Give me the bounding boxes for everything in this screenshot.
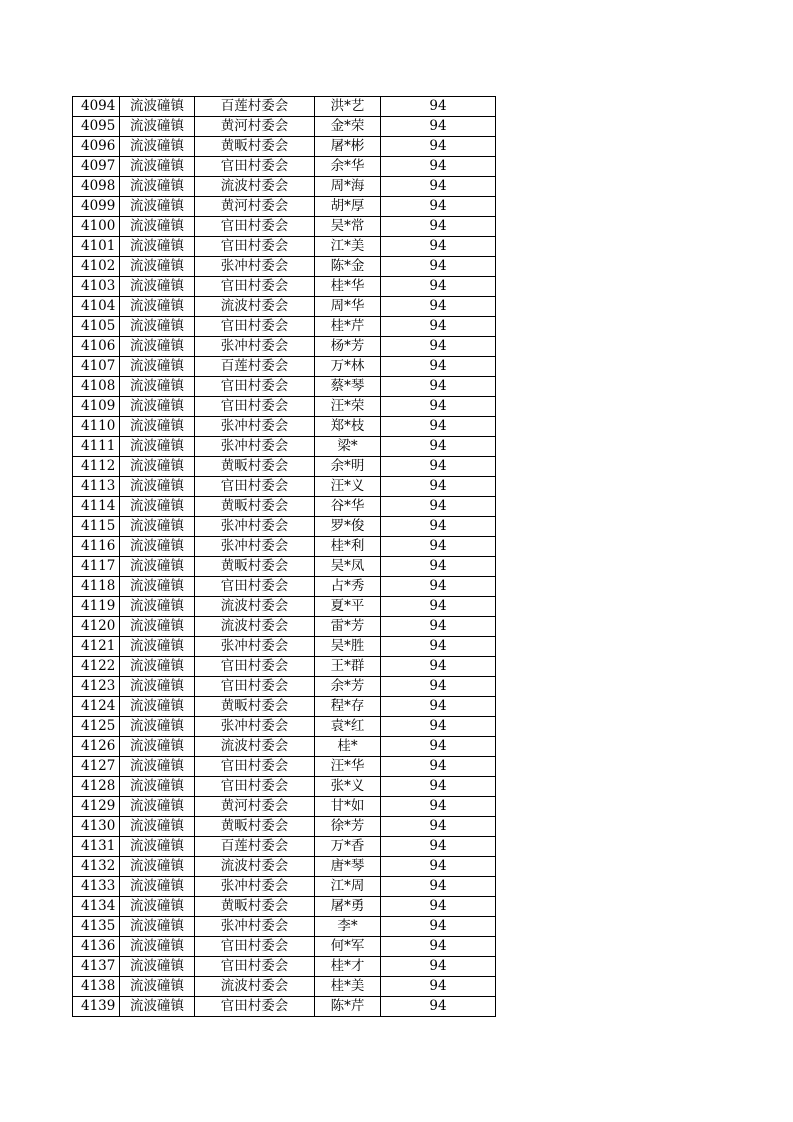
person-name-cell: 江*周 [315,877,381,897]
town-cell: 流波䃥镇 [120,597,195,617]
score-cell: 94 [381,997,496,1017]
row-number-cell: 4098 [73,177,120,197]
table-row [73,277,496,297]
table-row [73,337,496,357]
score-cell: 94 [381,217,496,237]
table-row [73,157,496,177]
table-row [73,297,496,317]
village-cell: 官田村委会 [195,157,315,177]
score-cell: 94 [381,637,496,657]
town-cell: 流波䃥镇 [120,917,195,937]
row-number-cell: 4103 [73,277,120,297]
row-number-cell: 4121 [73,637,120,657]
town-cell: 流波䃥镇 [120,957,195,977]
village-cell: 张冲村委会 [195,537,315,557]
person-name-cell: 程*存 [315,697,381,717]
town-cell: 流波䃥镇 [120,877,195,897]
person-name-cell: 吴*常 [315,217,381,237]
village-cell: 张冲村委会 [195,517,315,537]
town-cell: 流波䃥镇 [120,137,195,157]
table-row [73,457,496,477]
town-cell: 流波䃥镇 [120,937,195,957]
row-number-cell: 4138 [73,977,120,997]
table-row [73,937,496,957]
table-row [73,797,496,817]
person-name-cell: 余*明 [315,457,381,477]
score-cell: 94 [381,137,496,157]
row-number-cell: 4119 [73,597,120,617]
village-cell: 流波村委会 [195,737,315,757]
score-cell: 94 [381,197,496,217]
village-cell: 官田村委会 [195,757,315,777]
score-cell: 94 [381,577,496,597]
town-cell: 流波䃥镇 [120,897,195,917]
person-name-cell: 万*香 [315,837,381,857]
person-name-cell: 陈*芹 [315,997,381,1017]
score-cell: 94 [381,237,496,257]
village-cell: 官田村委会 [195,677,315,697]
village-cell: 流波村委会 [195,297,315,317]
table-row [73,637,496,657]
person-name-cell: 唐*琴 [315,857,381,877]
row-number-cell: 4113 [73,477,120,497]
village-cell: 黄河村委会 [195,117,315,137]
row-number-cell: 4095 [73,117,120,137]
town-cell: 流波䃥镇 [120,817,195,837]
town-cell: 流波䃥镇 [120,337,195,357]
table-row [73,977,496,997]
person-name-cell: 陈*金 [315,257,381,277]
table-row [73,717,496,737]
row-number-cell: 4107 [73,357,120,377]
town-cell: 流波䃥镇 [120,457,195,477]
village-cell: 黄畈村委会 [195,497,315,517]
town-cell: 流波䃥镇 [120,717,195,737]
table-row [73,177,496,197]
row-number-cell: 4125 [73,717,120,737]
town-cell: 流波䃥镇 [120,617,195,637]
table-row [73,137,496,157]
score-cell: 94 [381,737,496,757]
row-number-cell: 4108 [73,377,120,397]
table-row [73,857,496,877]
table-row [73,577,496,597]
town-cell: 流波䃥镇 [120,177,195,197]
town-cell: 流波䃥镇 [120,837,195,857]
table-row [73,497,496,517]
table-row [73,397,496,417]
town-cell: 流波䃥镇 [120,997,195,1017]
person-name-cell: 余*华 [315,157,381,177]
village-cell: 官田村委会 [195,377,315,397]
village-cell: 张冲村委会 [195,337,315,357]
person-name-cell: 万*林 [315,357,381,377]
village-cell: 官田村委会 [195,397,315,417]
village-cell: 官田村委会 [195,937,315,957]
row-number-cell: 4127 [73,757,120,777]
row-number-cell: 4130 [73,817,120,837]
town-cell: 流波䃥镇 [120,197,195,217]
score-cell: 94 [381,657,496,677]
town-cell: 流波䃥镇 [120,397,195,417]
village-cell: 百莲村委会 [195,837,315,857]
score-cell: 94 [381,317,496,337]
person-name-cell: 占*秀 [315,577,381,597]
town-cell: 流波䃥镇 [120,237,195,257]
town-cell: 流波䃥镇 [120,257,195,277]
village-cell: 黄畈村委会 [195,697,315,717]
person-name-cell: 吴*胜 [315,637,381,657]
score-cell: 94 [381,937,496,957]
village-cell: 官田村委会 [195,217,315,237]
person-name-cell: 金*荣 [315,117,381,137]
town-cell: 流波䃥镇 [120,857,195,877]
row-number-cell: 4126 [73,737,120,757]
person-name-cell: 吴*凤 [315,557,381,577]
town-cell: 流波䃥镇 [120,557,195,577]
town-cell: 流波䃥镇 [120,777,195,797]
row-number-cell: 4105 [73,317,120,337]
row-number-cell: 4122 [73,657,120,677]
town-cell: 流波䃥镇 [120,697,195,717]
table-row [73,617,496,637]
table-row [73,917,496,937]
village-cell: 张冲村委会 [195,437,315,457]
row-number-cell: 4124 [73,697,120,717]
person-name-cell: 屠*勇 [315,897,381,917]
table-row [73,197,496,217]
town-cell: 流波䃥镇 [120,737,195,757]
town-cell: 流波䃥镇 [120,537,195,557]
score-cell: 94 [381,457,496,477]
row-number-cell: 4137 [73,957,120,977]
person-name-cell: 谷*华 [315,497,381,517]
town-cell: 流波䃥镇 [120,437,195,457]
row-number-cell: 4114 [73,497,120,517]
table-row [73,597,496,617]
score-cell: 94 [381,717,496,737]
row-number-cell: 4109 [73,397,120,417]
person-name-cell: 周*华 [315,297,381,317]
row-number-cell: 4110 [73,417,120,437]
row-number-cell: 4101 [73,237,120,257]
table-row [73,997,496,1017]
row-number-cell: 4104 [73,297,120,317]
score-cell: 94 [381,857,496,877]
person-name-cell: 王*群 [315,657,381,677]
score-cell: 94 [381,377,496,397]
row-number-cell: 4102 [73,257,120,277]
person-name-cell: 余*芳 [315,677,381,697]
village-cell: 百莲村委会 [195,97,315,117]
score-cell: 94 [381,957,496,977]
person-name-cell: 蔡*琴 [315,377,381,397]
table-row [73,837,496,857]
table-row [73,217,496,237]
row-number-cell: 4117 [73,557,120,577]
town-cell: 流波䃥镇 [120,517,195,537]
person-name-cell: 汪*义 [315,477,381,497]
village-cell: 黄畈村委会 [195,457,315,477]
village-cell: 黄畈村委会 [195,817,315,837]
village-cell: 张冲村委会 [195,717,315,737]
table-row [73,897,496,917]
score-cell: 94 [381,437,496,457]
town-cell: 流波䃥镇 [120,657,195,677]
table-row [73,817,496,837]
score-cell: 94 [381,777,496,797]
town-cell: 流波䃥镇 [120,217,195,237]
row-number-cell: 4123 [73,677,120,697]
person-name-cell: 周*海 [315,177,381,197]
table-row [73,957,496,977]
village-cell: 官田村委会 [195,957,315,977]
person-name-cell: 雷*芳 [315,617,381,637]
table-row [73,777,496,797]
table-row [73,537,496,557]
score-cell: 94 [381,417,496,437]
score-cell: 94 [381,677,496,697]
score-cell: 94 [381,277,496,297]
person-name-cell: 夏*平 [315,597,381,617]
person-name-cell: 郑*枝 [315,417,381,437]
table-row [73,557,496,577]
score-cell: 94 [381,837,496,857]
row-number-cell: 4112 [73,457,120,477]
village-cell: 官田村委会 [195,237,315,257]
table-row [73,877,496,897]
score-cell: 94 [381,557,496,577]
town-cell: 流波䃥镇 [120,757,195,777]
town-cell: 流波䃥镇 [120,797,195,817]
person-name-cell: 桂*才 [315,957,381,977]
person-name-cell: 桂*华 [315,277,381,297]
row-number-cell: 4131 [73,837,120,857]
table-row [73,677,496,697]
village-cell: 张冲村委会 [195,417,315,437]
row-number-cell: 4094 [73,97,120,117]
row-number-cell: 4111 [73,437,120,457]
row-number-cell: 4100 [73,217,120,237]
table-row [73,357,496,377]
town-cell: 流波䃥镇 [120,297,195,317]
person-name-cell: 屠*彬 [315,137,381,157]
town-cell: 流波䃥镇 [120,317,195,337]
table-body [73,97,496,1017]
village-cell: 官田村委会 [195,777,315,797]
village-cell: 官田村委会 [195,277,315,297]
score-cell: 94 [381,177,496,197]
town-cell: 流波䃥镇 [120,497,195,517]
person-name-cell: 汪*荣 [315,397,381,417]
table-row [73,117,496,137]
town-cell: 流波䃥镇 [120,157,195,177]
village-cell: 流波村委会 [195,857,315,877]
score-cell: 94 [381,917,496,937]
row-number-cell: 4134 [73,897,120,917]
village-cell: 官田村委会 [195,477,315,497]
row-number-cell: 4136 [73,937,120,957]
score-cell: 94 [381,877,496,897]
row-number-cell: 4128 [73,777,120,797]
row-number-cell: 4115 [73,517,120,537]
row-number-cell: 4135 [73,917,120,937]
row-number-cell: 4132 [73,857,120,877]
town-cell: 流波䃥镇 [120,117,195,137]
village-cell: 官田村委会 [195,577,315,597]
person-name-cell: 桂* [315,737,381,757]
village-cell: 张冲村委会 [195,637,315,657]
person-name-cell: 胡*厚 [315,197,381,217]
person-name-cell: 何*军 [315,937,381,957]
person-name-cell: 甘*如 [315,797,381,817]
person-name-cell: 汪*华 [315,757,381,777]
village-cell: 流波村委会 [195,597,315,617]
table-row [73,477,496,497]
town-cell: 流波䃥镇 [120,417,195,437]
table-row [73,737,496,757]
person-name-cell: 李* [315,917,381,937]
village-cell: 流波村委会 [195,617,315,637]
score-cell: 94 [381,897,496,917]
score-cell: 94 [381,117,496,137]
table-row [73,237,496,257]
village-cell: 流波村委会 [195,177,315,197]
village-cell: 黄畈村委会 [195,137,315,157]
score-cell: 94 [381,817,496,837]
person-name-cell: 江*美 [315,237,381,257]
village-cell: 黄畈村委会 [195,897,315,917]
table-row [73,657,496,677]
village-cell: 流波村委会 [195,977,315,997]
town-cell: 流波䃥镇 [120,577,195,597]
row-number-cell: 4139 [73,997,120,1017]
table-row [73,437,496,457]
score-cell: 94 [381,977,496,997]
score-cell: 94 [381,397,496,417]
score-cell: 94 [381,477,496,497]
score-cell: 94 [381,797,496,817]
table-row [73,317,496,337]
score-cell: 94 [381,517,496,537]
score-cell: 94 [381,617,496,637]
village-cell: 官田村委会 [195,657,315,677]
village-cell: 黄河村委会 [195,797,315,817]
score-cell: 94 [381,537,496,557]
town-cell: 流波䃥镇 [120,977,195,997]
town-cell: 流波䃥镇 [120,477,195,497]
row-number-cell: 4116 [73,537,120,557]
table-row [73,697,496,717]
score-cell: 94 [381,697,496,717]
town-cell: 流波䃥镇 [120,277,195,297]
table-row [73,757,496,777]
town-cell: 流波䃥镇 [120,637,195,657]
person-name-cell: 桂*美 [315,977,381,997]
row-number-cell: 4096 [73,137,120,157]
village-cell: 张冲村委会 [195,877,315,897]
person-name-cell: 徐*芳 [315,817,381,837]
row-number-cell: 4129 [73,797,120,817]
town-cell: 流波䃥镇 [120,357,195,377]
person-name-cell: 杨*芳 [315,337,381,357]
score-cell: 94 [381,757,496,777]
person-name-cell: 罗*俊 [315,517,381,537]
village-cell: 张冲村委会 [195,917,315,937]
person-name-cell: 梁* [315,437,381,457]
village-cell: 黄河村委会 [195,197,315,217]
row-number-cell: 4099 [73,197,120,217]
table-row [73,417,496,437]
score-cell: 94 [381,597,496,617]
score-cell: 94 [381,337,496,357]
table-row [73,377,496,397]
town-cell: 流波䃥镇 [120,97,195,117]
village-cell: 黄畈村委会 [195,557,315,577]
table-row [73,257,496,277]
row-number-cell: 4106 [73,337,120,357]
row-number-cell: 4120 [73,617,120,637]
score-cell: 94 [381,97,496,117]
town-cell: 流波䃥镇 [120,377,195,397]
person-name-cell: 张*义 [315,777,381,797]
row-number-cell: 4118 [73,577,120,597]
town-cell: 流波䃥镇 [120,677,195,697]
person-name-cell: 桂*芹 [315,317,381,337]
village-cell: 张冲村委会 [195,257,315,277]
village-cell: 官田村委会 [195,997,315,1017]
person-name-cell: 桂*利 [315,537,381,557]
score-cell: 94 [381,257,496,277]
score-cell: 94 [381,357,496,377]
person-name-cell: 袁*红 [315,717,381,737]
village-cell: 官田村委会 [195,317,315,337]
score-cell: 94 [381,157,496,177]
data-table [72,96,496,1017]
village-cell: 百莲村委会 [195,357,315,377]
row-number-cell: 4097 [73,157,120,177]
person-name-cell: 洪*艺 [315,97,381,117]
table-row [73,97,496,117]
row-number-cell: 4133 [73,877,120,897]
score-cell: 94 [381,497,496,517]
table-row [73,517,496,537]
score-cell: 94 [381,297,496,317]
